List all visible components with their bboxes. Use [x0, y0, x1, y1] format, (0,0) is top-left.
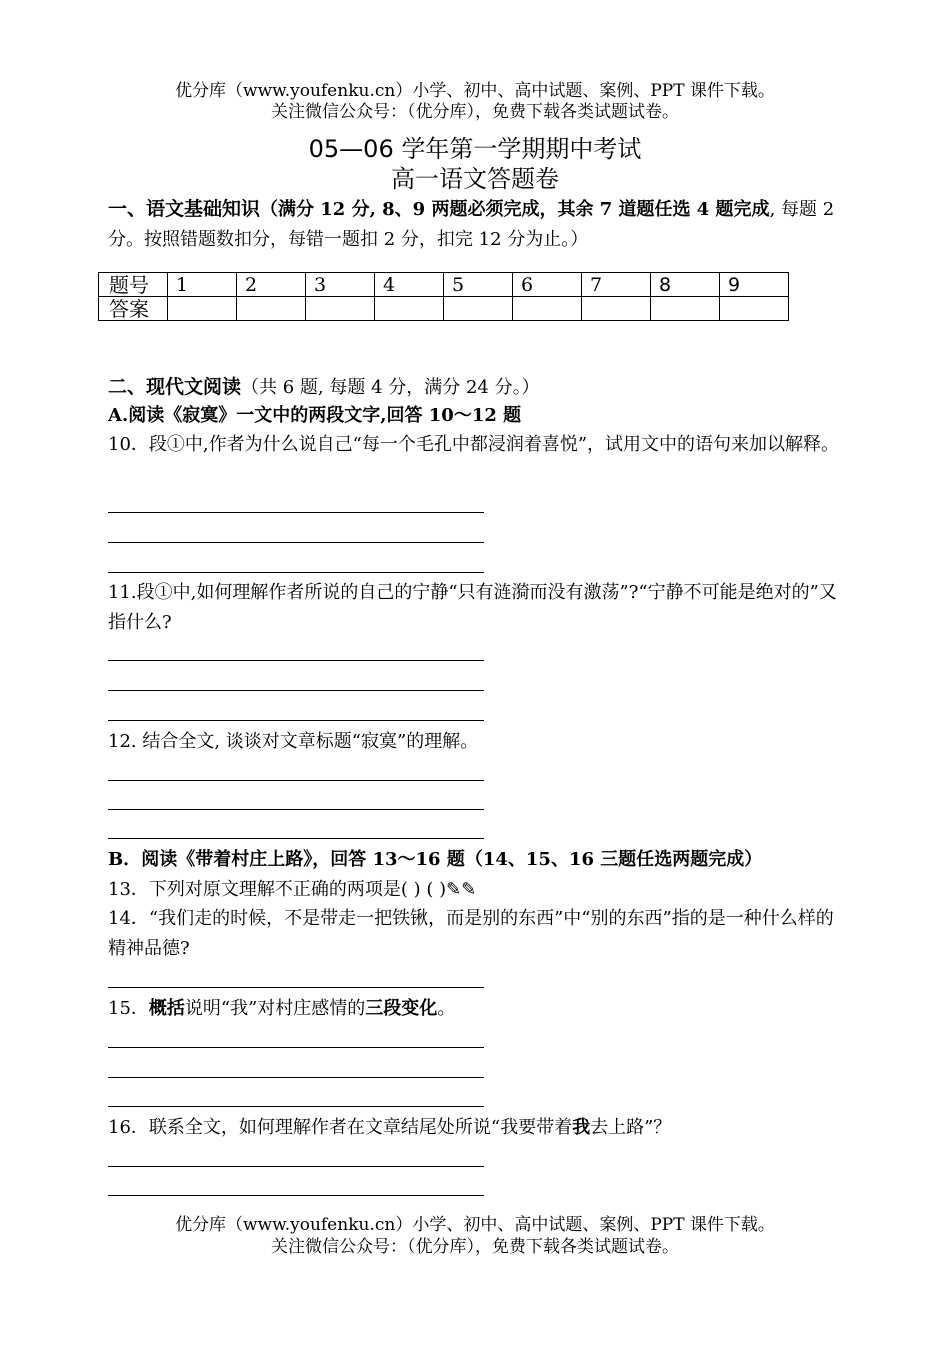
- exam-subtitle: 高一语文答题卷: [391, 165, 559, 193]
- question-15-text: 说明“我”对村庄感情的: [184, 998, 366, 1019]
- answer-line[interactable]: [108, 690, 484, 691]
- question-number-cell: 9: [720, 273, 789, 297]
- answer-line[interactable]: [108, 1077, 484, 1078]
- header-line-2: 关注微信公众号：（优分库），免费下载各类试题试卷。: [271, 102, 679, 122]
- section1-heading: 一、语文基础知识: [108, 198, 261, 220]
- question-13: [108, 875, 846, 905]
- table-row-answers: [99, 297, 789, 321]
- question-16: [108, 1113, 846, 1143]
- answer-cell[interactable]: [168, 297, 237, 321]
- section1-note-bold: （满分 12 分, 8、9 两题必须完成，其余 7 道题任选 4 题完成: [260, 199, 770, 220]
- question-15-end: 。: [437, 998, 456, 1019]
- question-number-cell: 6: [513, 273, 582, 297]
- answer-cell[interactable]: [237, 297, 306, 321]
- question-number-cell: 3: [306, 273, 375, 297]
- answer-line[interactable]: [108, 542, 484, 543]
- pencil-icon: ✎✎: [446, 879, 477, 900]
- question-16-text: 16．联系全文，如何理解作者在文章结尾处所说“我要带着: [108, 1117, 573, 1138]
- answer-line[interactable]: [108, 660, 484, 661]
- answer-line[interactable]: [108, 780, 484, 781]
- question-number-cell: 7: [582, 273, 651, 297]
- footer-line-1: 优分库（www.youfenku.cn）小学、初中、高中试题、案例、PPT 课件下载。: [175, 1215, 775, 1235]
- answer-cell[interactable]: [582, 297, 651, 321]
- question-10: 10．段①中,作者为什么说自己“每一个毛孔中都浸润着喜悦”，试用文中的语句来加以解释。: [108, 434, 840, 455]
- question-number-cell: 2: [237, 273, 306, 297]
- question-12: 12. 结合全文, 谈谈对文章标题“寂寞”的理解。: [108, 731, 479, 752]
- exam-title: 05—06 学年第一学期期中考试: [308, 135, 642, 163]
- question-16-end: 去上路”？: [590, 1117, 672, 1138]
- section1-note-rest: , 每题 2 分。按照错题数扣分，每错一题扣 2 分，扣完 12 分为止。）: [108, 199, 835, 250]
- answer-line[interactable]: [108, 1106, 484, 1107]
- question-13-text: 13．下列对原文理解不正确的两项是( ) ( ): [108, 879, 447, 900]
- answer-line[interactable]: [108, 720, 484, 721]
- answer-cell[interactable]: [651, 297, 720, 321]
- answer-line[interactable]: [108, 1195, 484, 1196]
- question-15: [108, 994, 846, 1024]
- answer-cell[interactable]: [720, 297, 789, 321]
- question-16-emphasis: 我: [572, 1117, 591, 1138]
- table-row-numbers: [99, 273, 789, 297]
- question-11: 11.段①中,如何理解作者所说的自己的宁静“只有涟漪而没有激荡”?“宁静不可能是绝对的”又指什么?: [108, 582, 837, 633]
- answer-cell[interactable]: [444, 297, 513, 321]
- answer-line[interactable]: [108, 1166, 484, 1167]
- row-label-answer: 答案: [99, 297, 168, 321]
- question-number-cell: 8: [651, 273, 720, 297]
- question-number-cell: 5: [444, 273, 513, 297]
- answer-line[interactable]: [108, 809, 484, 810]
- answer-table: [98, 272, 789, 321]
- answer-line[interactable]: [108, 512, 484, 513]
- question-number-cell: 1: [168, 273, 237, 297]
- answer-cell[interactable]: [375, 297, 444, 321]
- answer-line[interactable]: [108, 572, 484, 573]
- answer-line[interactable]: [108, 1047, 484, 1048]
- answer-line[interactable]: [108, 838, 484, 839]
- question-15-keyword: 概括: [148, 998, 185, 1019]
- row-label-number: 题号: [99, 273, 168, 297]
- question-15-emphasis: 三段变化: [365, 998, 438, 1019]
- section2-note: （共 6 题, 每题 4 分，满分 24 分。）: [241, 377, 540, 398]
- answer-line[interactable]: [108, 987, 484, 988]
- section2-heading-line: [108, 372, 846, 403]
- question-15-number: 15．: [108, 998, 149, 1019]
- part-b-instruction: B．阅读《带着村庄上路》，回答 13～16 题（14、15、16 三题任选两题完成）: [108, 849, 763, 870]
- answer-cell[interactable]: [306, 297, 375, 321]
- section1-instructions: [108, 194, 846, 255]
- part-a-instruction: A.阅读《寂寞》一文中的两段文字,回答 10～12 题: [108, 405, 522, 426]
- question-14: 14．“我们走的时候，不是带走一把铁锹，而是别的东西”中“别的东西”指的是一种什么样的精神品德?: [108, 908, 834, 959]
- answer-cell[interactable]: [513, 297, 582, 321]
- header-line-1: 优分库（www.youfenku.cn）小学、初中、高中试题、案例、PPT 课件下载。: [175, 81, 775, 101]
- section2-heading: 二、现代文阅读: [108, 376, 242, 398]
- question-number-cell: 4: [375, 273, 444, 297]
- footer-line-2: 关注微信公众号：（优分库），免费下载各类试题试卷。: [271, 1237, 679, 1257]
